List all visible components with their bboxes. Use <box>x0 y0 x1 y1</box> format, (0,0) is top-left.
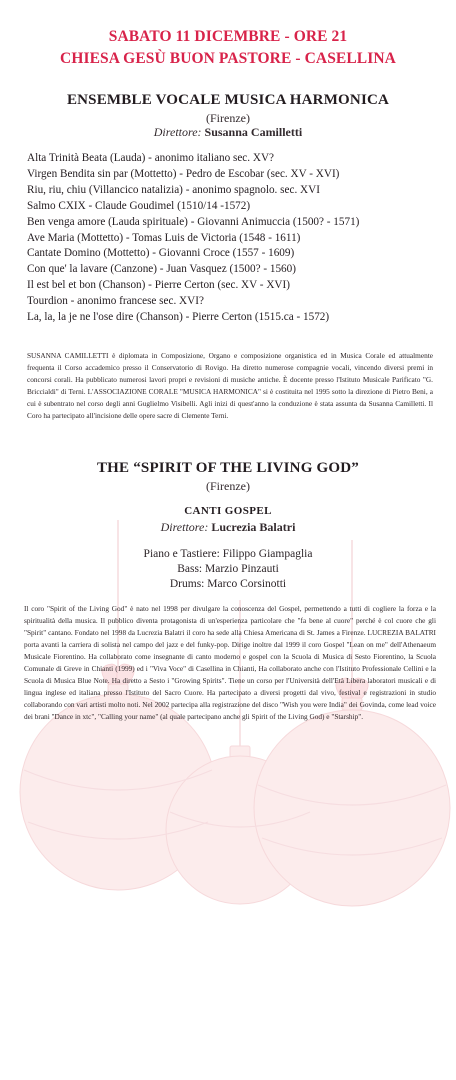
program-item: Cantate Domino (Mottetto) - Giovanni Croce (1557 - 1609) <box>27 247 295 260</box>
event-venue: CHIESA GESÙ BUON PASTORE - CASELLINA <box>60 50 396 67</box>
program-item: Salmo CXIX - Claude Goudimel (1510/14 -1572) <box>27 199 251 212</box>
musician-bass: Bass: Marzio Pinzauti <box>177 563 279 575</box>
ensemble1-bio: SUSANNA CAMILLETTI è diplomata in Composizione, Organo e composizione organistica ed in Musica Corale ed attualmente frequenta il Corso accademico presso il Conservatorio di Rovigo. Ha diretto numerose compagnie vocali, vincendo diversi premi in concorsi corali. Ha pubblicato numerosi lavori propri e revisioni di musiche antiche. È docente presso l'Istituto Musicale Parificato "G. Briccialdi" di Terni. L'ASSOCIAZIONE CORALE "MUSICA HARMONICA" si è costituita nel 1995 sotto la direzione di Pietro Beni, a cui è subentrato nel corso degli anni Guglielmo Visibelli. Agli inizi di quest'anno la conduzione è stata assunta da Susanna Camilletti. Il Coro ha partecipato all'incisione delle opere sacre di Clemente Terni. <box>27 351 433 420</box>
program-item: Virgen Bendita sin par (Mottetto) - Pedro de Escobar (sec. XV - XVI) <box>27 167 340 180</box>
program-item: Ben venga amore (Lauda spirituale) - Giovanni Animuccia (1500? - 1571) <box>27 215 360 228</box>
program-list <box>27 151 437 326</box>
musician-drums: Drums: Marco Corsinotti <box>169 578 287 590</box>
program-item: Ave Maria (Mottetto) - Tomas Luis de Victoria (1548 - 1611) <box>27 231 301 244</box>
ensemble1-name: ENSEMBLE VOCALE MUSICA HARMONICA <box>66 92 390 108</box>
ensemble1-director <box>0 125 456 140</box>
ensemble1-city: (Firenze) <box>206 111 250 125</box>
director-label: Direttore: <box>160 520 209 534</box>
program-item: La, la, la je ne l'ose dire (Chanson) - Pierre Certon (1515.ca - 1572) <box>27 311 330 324</box>
director-name: Lucrezia Balatri <box>211 520 296 534</box>
program-item: Con que' la lavare (Canzone) - Juan Vasquez (1500? - 1560) <box>27 263 296 276</box>
ensemble2-director <box>0 520 456 535</box>
event-date-time: SABATO 11 DICEMBRE - ORE 21 <box>108 28 348 45</box>
program-item: Riu, riu, chiu (Villancico natalizia) - anonimo spagnolo. sec. XVI <box>27 183 320 196</box>
program-item: Il est bel et bon (Chanson) - Pierre Certon (sec. XV - XVI) <box>27 279 290 292</box>
ornament-ball-right <box>254 710 450 906</box>
program-item: Alta Trinità Beata (Lauda) - anonimo italiano sec. XV? <box>27 152 274 164</box>
director-label: Direttore: <box>153 125 202 139</box>
ensemble2-name: THE “SPIRIT OF THE LIVING GOD” <box>96 460 360 476</box>
director-name: Susanna Camilletti <box>204 125 303 139</box>
ensemble2-genre: CANTI GOSPEL <box>184 505 272 517</box>
program-item: Tourdion - anonimo francese sec. XVI? <box>27 295 204 308</box>
musician-piano: Piano e Tastiere: Filippo Giampaglia <box>143 548 313 560</box>
ensemble2-bio: Il coro "Spirit of the Living God" è nato nel 1998 per divulgare la conoscenza del Gospel, permettendo a tutti di cogliere la forza e la spiritualità della musica. Il pubblico diventa protagonista di un'esperienza particolare che "fa bene al cuore" perché è col cuore che gli "Spirit" cantano. Fondato nel 1998 da Lucrezia Balatri il coro ha sede alla Chiesa Americana di St. James a Firenze. LUCREZIA BALATRI porta avanti la carriera di solista nel campo del jazz e del funky-pop. Dirige inoltre dal 1999 il coro Gospel "Lean on me" dell'Athenaeum Musicale Fiorentino. Ha collaborato come insegnante di canto moderno e gospel con la Scuola di Musica di Sesto Fiorentino, la Scuola Comunale di Greve in Chianti (1999) ed i "Viva Voce" di Casellina in Chianti, Ha collaborato anche con l'Istituto Professionale Cellini e la Scuola di Musica Blue Note. Ha diretto a Sesto i "Growing Spirits". Tiene un corso per l'Università dell'Età Libera laboratori musicali e di lingua inglese ed italiana presso l'Istituto del Sacro Cuore. Ha partecipato a diversi progetti dal vivo, festival e registrazioni in studio collaborando con vari artisti molto noti. Nel 2002 partecipa alla registrazione del disco "Wish you were India" dei Govinda, come lead voice dei brani "Dance in xtc", "Calling your name" (al quale partecipano anche gli Spirit of the Living God) e "Starship". <box>24 604 436 721</box>
ensemble2-city: (Firenze) <box>206 479 250 493</box>
